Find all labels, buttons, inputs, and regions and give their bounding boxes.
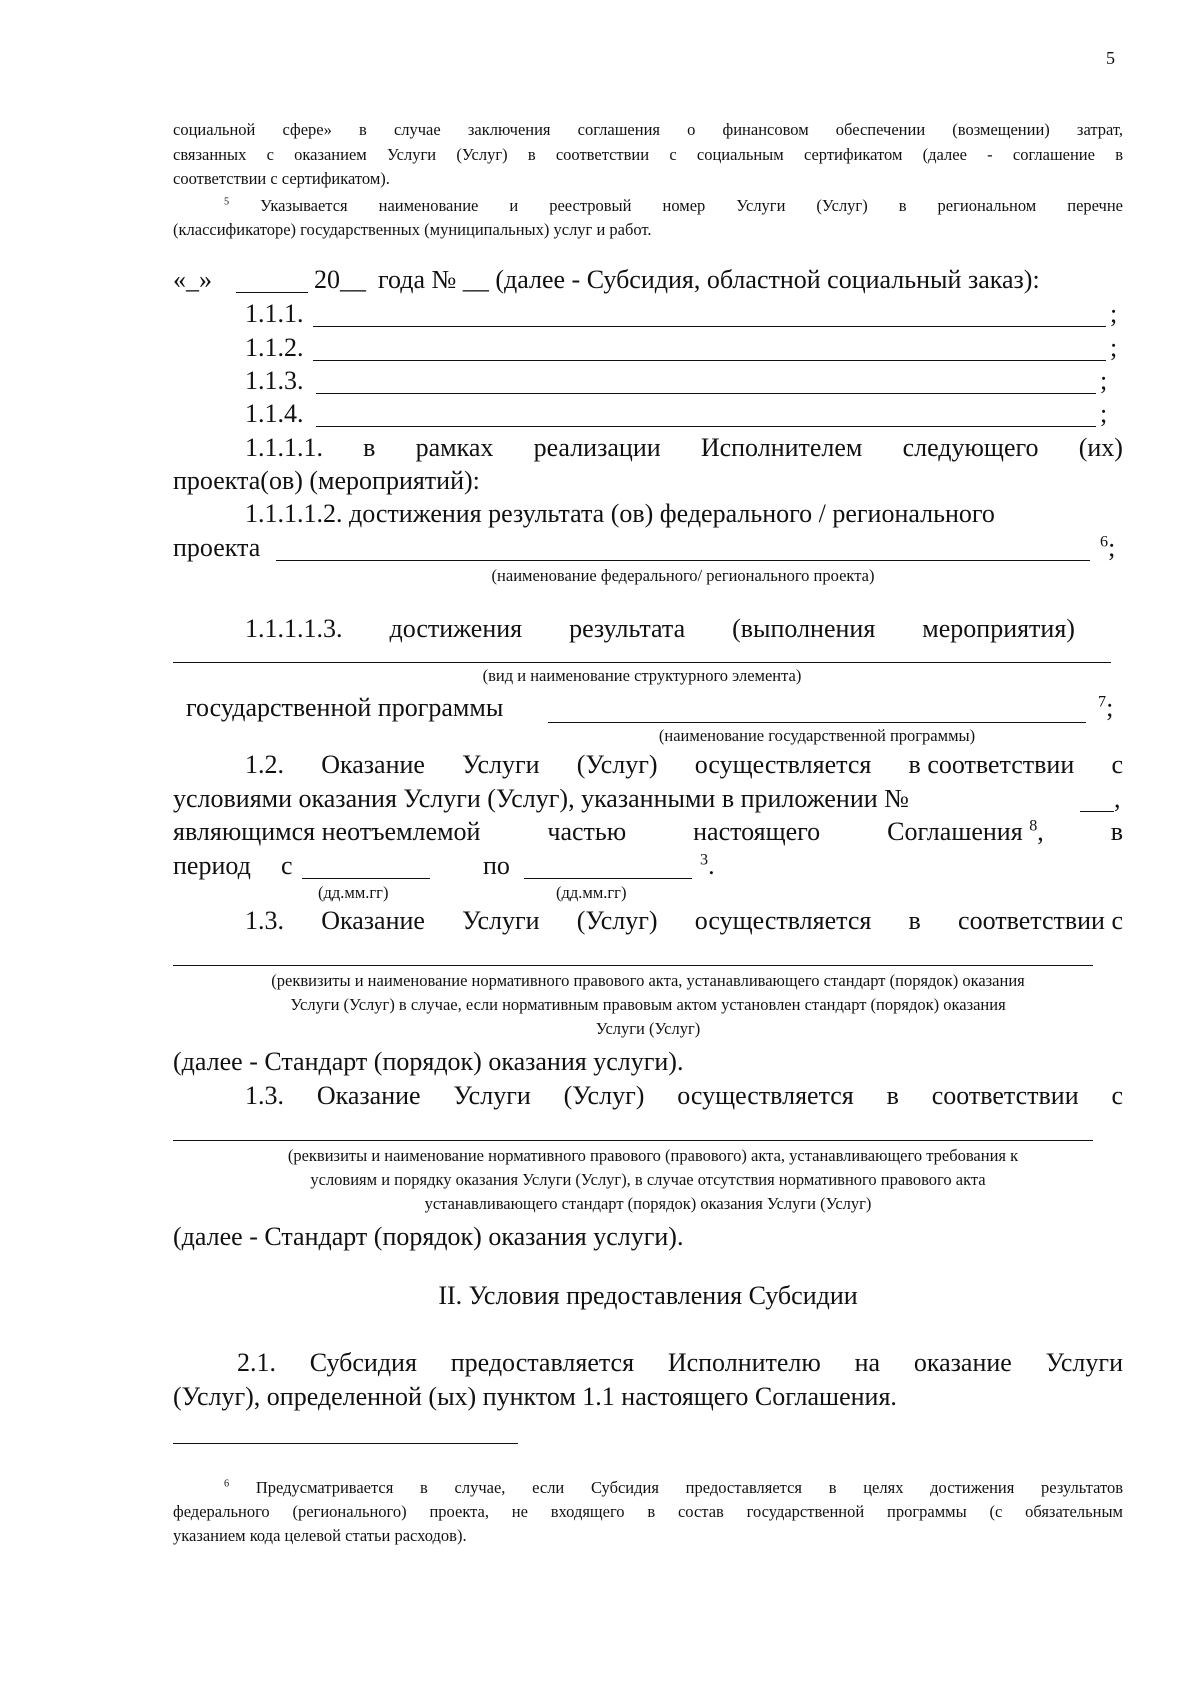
word: Услуги: [453, 1081, 531, 1110]
footnote-mark: 8: [1029, 817, 1038, 835]
word: Субсидия: [309, 1348, 417, 1377]
word: (выполнения: [732, 614, 876, 643]
paragraph-1-1-1-1-3: [245, 613, 1075, 645]
word: Услуги: [462, 750, 540, 779]
project-blank: [276, 560, 1090, 561]
footnote-text: Указывается наименование и реестровый номер Услуги (Услуг) в региональном перечне: [260, 196, 1124, 215]
item-end: ;: [1100, 399, 1108, 428]
dot: .: [708, 851, 715, 880]
word: осуществляется: [677, 1081, 854, 1110]
word: Услуги: [1045, 1348, 1123, 1377]
paragraph-2-1: [237, 1347, 1123, 1379]
word: 1.1.1.1.: [245, 433, 323, 462]
word: в: [363, 433, 376, 462]
word: достижения: [389, 614, 523, 643]
footnote-line: соответствии с сертификатом).: [173, 169, 390, 188]
word: в: [886, 1081, 899, 1110]
footnote-mark: 3: [700, 851, 709, 869]
date-from-blank: [302, 878, 430, 879]
date-quote: «_»: [173, 265, 212, 294]
gp-blank: [548, 722, 1086, 723]
word: Оказание: [316, 1081, 421, 1110]
paragraph-1-3: [245, 905, 1123, 937]
period-from: с: [281, 851, 293, 880]
item-end: ;: [1110, 299, 1118, 328]
footnote-separator: [173, 1443, 518, 1444]
word: 1.1.1.1.3.: [245, 614, 343, 643]
page-number: 5: [1106, 48, 1115, 68]
word: на: [854, 1348, 881, 1377]
footnote-line: (классификаторе) государственных (муниципальных) услуг и работ.: [173, 220, 652, 239]
project-label: проекта: [173, 533, 261, 562]
date-line-text: года № __ (далее - Субсидия, областной социальный заказ):: [378, 265, 1040, 294]
word: в соответствии: [908, 750, 1075, 779]
word: частью: [547, 817, 627, 846]
word: Оказание: [321, 906, 425, 935]
footnote-line: связанных с оказанием Услуги (Услуг) в соответствии с социальным сертификатом (далее - соглашение в: [173, 145, 1123, 164]
footnote-mark: 5: [224, 196, 230, 208]
paragraph-line: проекта(ов) (мероприятий):: [173, 466, 480, 495]
word: 1.3.: [245, 1081, 284, 1110]
comma: ,: [1114, 784, 1121, 813]
word: [887, 816, 1044, 848]
footnote-line: [224, 1475, 1123, 1500]
word: рамках: [415, 433, 494, 462]
date-to-blank: [524, 878, 692, 879]
paragraph-line: (Услуг), определенной (ых) пунктом 1.1 настоящего Соглашения.: [173, 1382, 897, 1411]
comma: ,: [1037, 817, 1044, 846]
word: Исполнителем: [700, 433, 863, 462]
item-number: 1.1.1.: [245, 299, 304, 328]
item-number: 1.1.3.: [245, 366, 304, 395]
item-blank: [316, 393, 1096, 394]
word: Исполнителю: [667, 1348, 821, 1377]
act-caption: (реквизиты и наименование нормативного правового (правового) акта, устанавливающего требования к: [287, 1146, 1019, 1165]
word: (Услуг): [576, 906, 658, 935]
word: с: [1111, 1081, 1123, 1110]
word: следующего: [902, 433, 1039, 462]
item-end: ;: [1110, 333, 1118, 362]
project-end: [1100, 532, 1115, 564]
word: осуществляется: [694, 906, 872, 935]
footnote-5: [224, 193, 1123, 218]
item-blank: [313, 326, 1106, 327]
appendix-number-blank: [1080, 811, 1114, 812]
act-caption: устанавливающего стандарт (порядок) оказания Услуги (Услуг): [424, 1194, 872, 1213]
word: мероприятия): [922, 614, 1075, 643]
gp-caption: (наименование государственной программы): [658, 726, 976, 745]
footnote-line: указанием кода целевой статьи расходов).: [173, 1526, 467, 1545]
word: Соглашения: [887, 817, 1023, 846]
paragraph-1-2: [245, 749, 1123, 781]
word: с: [1111, 750, 1123, 779]
footnote-line: федерального (регионального) проекта, не входящего в состав государственной программы (с обязательным: [173, 1502, 1123, 1521]
date-year: 20__: [314, 265, 366, 294]
footnote-mark: 6: [224, 1478, 230, 1490]
item-number: 1.1.4.: [245, 399, 304, 428]
paragraph-1-3-alt: [245, 1080, 1123, 1112]
period-label: период: [173, 851, 251, 880]
word: соответствии с: [958, 906, 1123, 935]
word: являющимся неотъемлемой: [173, 817, 481, 846]
item-blank: [313, 360, 1106, 361]
gp-label: государственной программы: [186, 693, 504, 722]
paragraph-1-1-1-1-2: 1.1.1.1.2. достижения результата (ов) федерального / регионального: [245, 499, 995, 528]
paragraph-line: [173, 816, 1123, 848]
item-end: ;: [1100, 366, 1108, 395]
word: 2.1.: [237, 1348, 276, 1377]
word: (Услуг): [576, 750, 658, 779]
word: предоставляется: [450, 1348, 635, 1377]
footnote-text: Предусматривается в случае, если Субсидия предоставляется в целях достижения результатов: [255, 1478, 1123, 1497]
paragraph-line: (далее - Стандарт (порядок) оказания услуги).: [173, 1222, 684, 1251]
paragraph-line: (далее - Стандарт (порядок) оказания услуги).: [173, 1047, 684, 1076]
footnote-line: социальной сфере» в случае заключения соглашения о финансовом обеспечении (возмещении) затрат,: [173, 120, 1123, 139]
word: в: [908, 906, 921, 935]
date-line: [173, 264, 212, 296]
act-caption: (реквизиты и наименование нормативного правового акта, устанавливающего стандарт (порядок) оказания: [271, 971, 1025, 990]
act-caption: условиям и порядку оказания Услуги (Услуг), в случае отсутствия нормативного правового акта: [310, 1170, 986, 1189]
word: соответствии: [931, 1081, 1079, 1110]
word: результата: [569, 614, 686, 643]
period-to: по: [483, 851, 510, 880]
semicolon: ;: [1108, 533, 1116, 562]
date-month-blank: [236, 292, 308, 293]
word: (их): [1078, 433, 1123, 462]
word: Оказание: [321, 750, 425, 779]
footnote-mark: 6: [1100, 533, 1109, 551]
section-heading: II. Условия предоставления Субсидии: [438, 1281, 858, 1310]
date-caption: (дд.мм.гг): [318, 883, 389, 902]
period-end: [700, 850, 715, 882]
structural-element-blank: [173, 662, 1111, 663]
footnote-mark: 7: [1098, 693, 1107, 711]
word: осуществляется: [694, 750, 872, 779]
act-caption: Услуги (Услуг): [595, 1019, 701, 1038]
item-blank: [316, 426, 1096, 427]
structural-element-caption: (вид и наименование структурного элемента): [482, 666, 802, 685]
gp-end: [1098, 692, 1113, 724]
project-caption: (наименование федерального/ регионального проекта): [491, 566, 875, 585]
word: реализации: [533, 433, 661, 462]
word: оказание: [913, 1348, 1012, 1377]
act-blank: [173, 965, 1093, 966]
item-number: 1.1.2.: [245, 333, 304, 362]
act-blank: [173, 1140, 1093, 1141]
word: в: [1110, 817, 1123, 846]
paragraph-line: условиями оказания Услуги (Услуг), указанными в приложении №: [173, 784, 909, 813]
word: Услуги: [462, 906, 540, 935]
word: 1.2.: [245, 750, 284, 779]
semicolon: ;: [1106, 693, 1114, 722]
paragraph-1-1-1-1: [245, 432, 1123, 464]
date-caption: (дд.мм.гг): [556, 883, 627, 902]
act-caption: Услуги (Услуг) в случае, если нормативным правовым актом установлен стандарт (порядок) оказания: [290, 995, 1006, 1014]
word: настоящего: [693, 817, 821, 846]
word: (Услуг): [563, 1081, 645, 1110]
word: 1.3.: [245, 906, 284, 935]
